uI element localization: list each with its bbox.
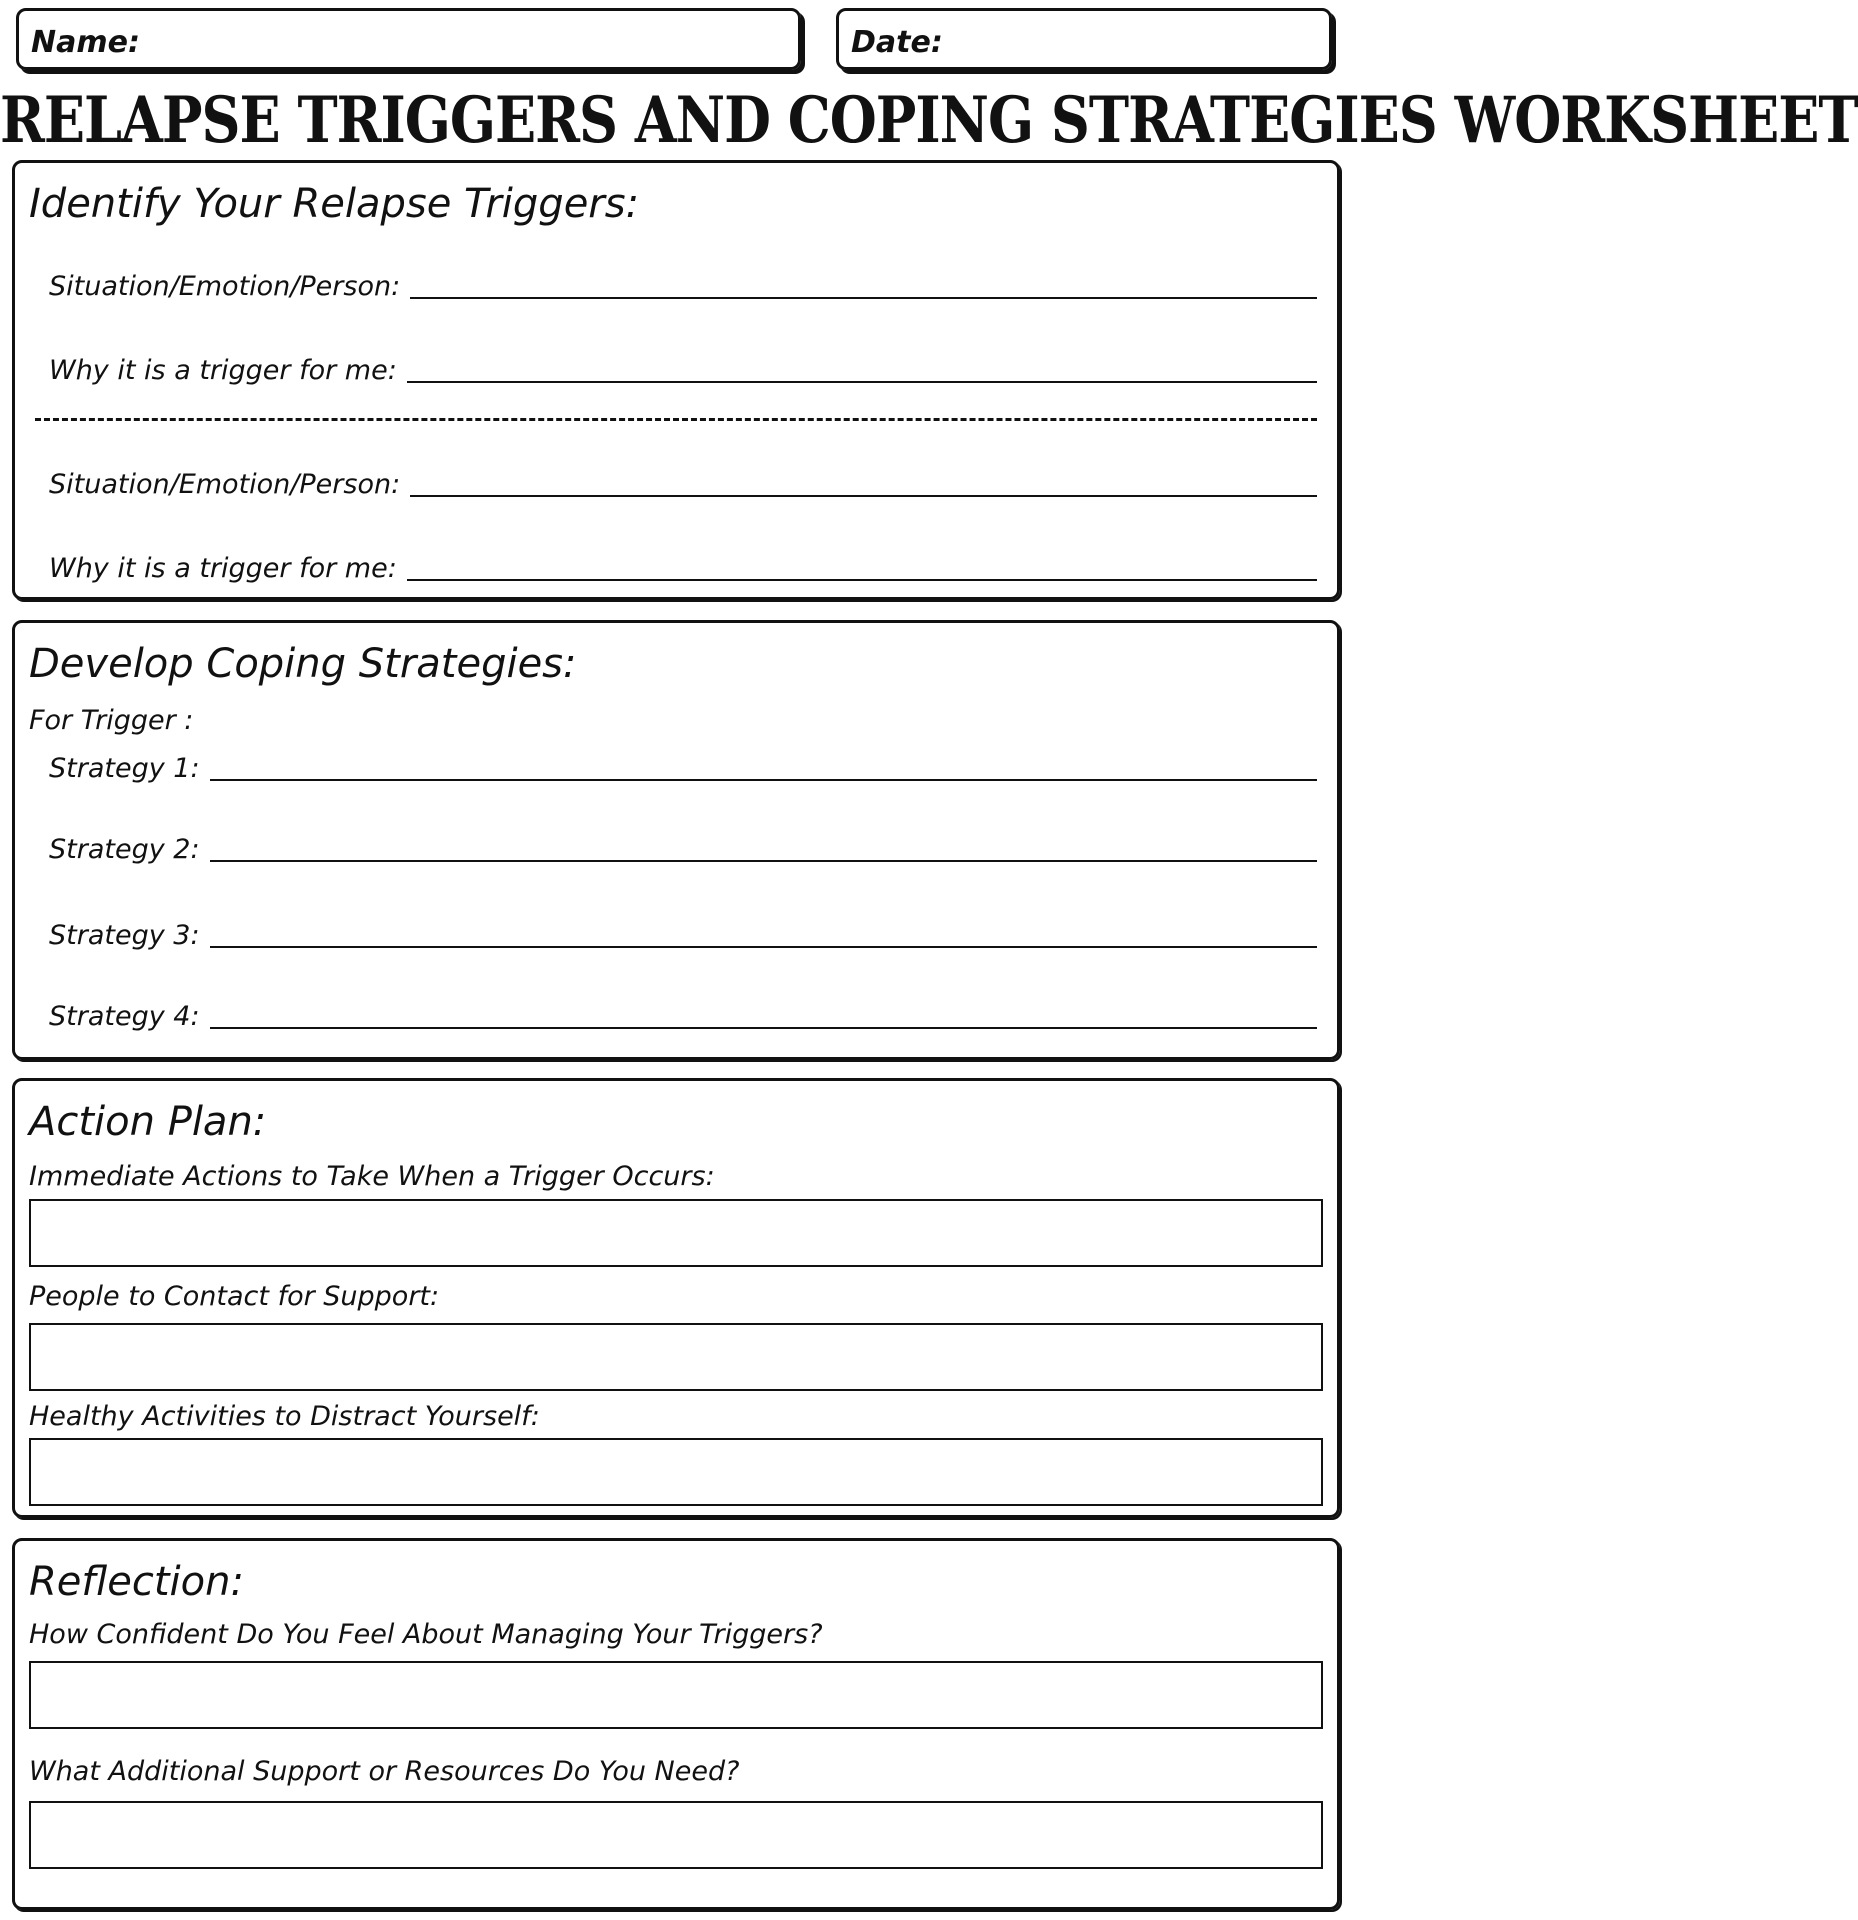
reflection-section [12,1538,1340,1910]
immediate-actions-box[interactable] [29,1199,1323,1267]
write-line[interactable] [210,830,1317,862]
trigger-2-situation-field[interactable] [49,461,1317,501]
strategy-label: Strategy 2: [49,834,200,865]
name-field[interactable] [16,8,801,70]
immediate-actions-label: Immediate Actions to Take When a Trigger Occurs: [29,1161,715,1192]
dashed-divider [35,418,1317,421]
action-plan-section [12,1078,1340,1518]
strategy-label: Strategy 3: [49,920,200,951]
strategy-label: Strategy 1: [49,753,200,784]
why-label: Why it is a trigger for me: [49,553,397,584]
strategy-4-field[interactable] [49,993,1317,1033]
strategy-2-field[interactable] [49,826,1317,866]
coping-section [12,620,1340,1060]
confidence-label: How Confident Do You Feel About Managing Your Triggers? [29,1619,823,1650]
healthy-activities-label: Healthy Activities to Distract Yourself: [29,1401,540,1432]
write-line[interactable] [210,749,1317,781]
write-line[interactable] [410,267,1317,299]
page-title: RELAPSE TRIGGERS AND COPING STRATEGIES WORKSHEET [0,82,1858,158]
additional-support-label: What Additional Support or Resources Do You Need? [29,1756,740,1787]
for-trigger-label: For Trigger : [29,705,194,736]
date-label: Date: [851,25,943,60]
people-contact-label: People to Contact for Support: [29,1281,440,1312]
healthy-activities-box[interactable] [29,1438,1323,1506]
name-label: Name: [31,25,140,60]
people-contact-box[interactable] [29,1323,1323,1391]
trigger-1-situation-field[interactable] [49,263,1317,303]
confidence-box[interactable] [29,1661,1323,1729]
reflection-heading: Reflection: [29,1559,244,1605]
strategy-1-field[interactable] [49,745,1317,785]
additional-support-box[interactable] [29,1801,1323,1869]
strategy-3-field[interactable] [49,912,1317,952]
situation-label: Situation/Emotion/Person: [49,469,401,500]
situation-label: Situation/Emotion/Person: [49,271,401,302]
why-label: Why it is a trigger for me: [49,355,397,386]
write-line[interactable] [410,465,1317,497]
strategy-label: Strategy 4: [49,1001,200,1032]
trigger-2-why-field[interactable] [49,545,1317,585]
write-line[interactable] [407,351,1317,383]
triggers-section [12,160,1340,600]
triggers-heading: Identify Your Relapse Triggers: [29,181,640,227]
write-line[interactable] [210,997,1317,1029]
write-line[interactable] [210,916,1317,948]
trigger-1-why-field[interactable] [49,347,1317,387]
write-line[interactable] [407,549,1317,581]
date-field[interactable] [836,8,1332,70]
action-heading: Action Plan: [29,1099,267,1145]
coping-heading: Develop Coping Strategies: [29,641,577,687]
